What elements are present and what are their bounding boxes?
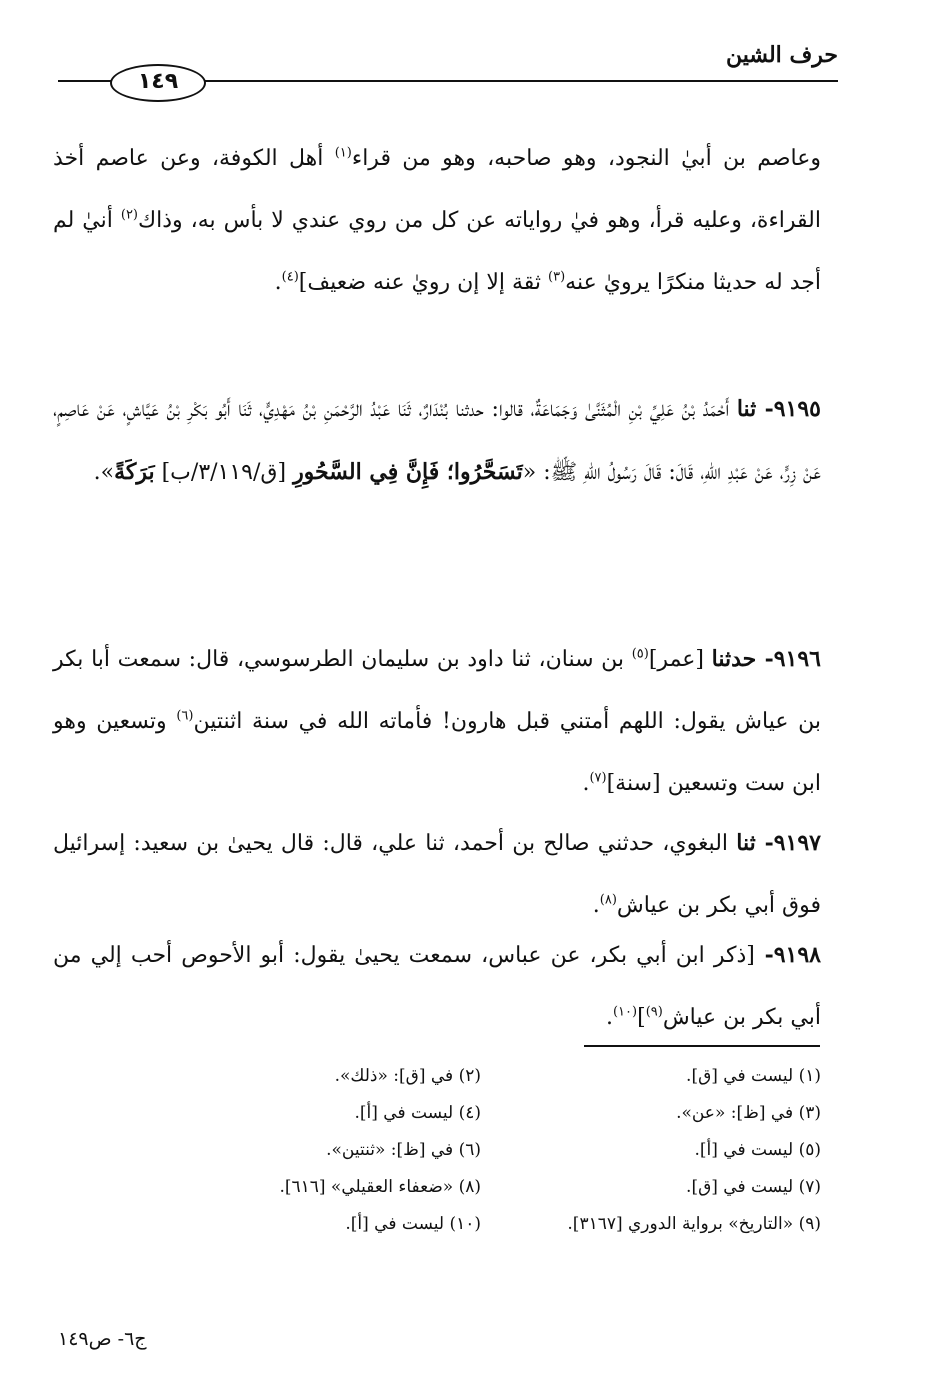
footnote-5: (٥) ليست في [أ].	[694, 1140, 821, 1160]
hadith-text: تَسَحَّرُوا؛ فَإِنَّ فِي السَّحُورِ	[293, 459, 523, 485]
footnote-ref: (١٠)	[612, 1004, 638, 1020]
footnote-9: (٩) «التاريخ» برواية الدوري [٣١٦٧].	[567, 1214, 821, 1234]
footnote-ref: (٥)	[631, 646, 649, 662]
hadith-9195	[53, 378, 821, 504]
text: وعاصم بن أبيٰ النجود، وهو صاحبه، وهو من قراء	[351, 146, 821, 171]
hadith-number: ٩١٩٧-	[755, 830, 821, 856]
text: وتسعين وهو ابن ست وتسعين [سنة]	[53, 709, 821, 796]
footnote-4: (٤) ليست في [أ].	[354, 1103, 481, 1123]
chapter-title: حرف الشين	[725, 42, 838, 68]
hadith-9196	[53, 628, 821, 815]
text: .	[274, 270, 282, 295]
hadith-text: بَرَكَةً	[114, 459, 155, 485]
text: [عمر]	[648, 647, 712, 672]
footnote-3: (٣) في [ظ]: «عن».	[676, 1103, 821, 1123]
text: ]	[637, 1005, 646, 1030]
text: ».	[93, 460, 115, 485]
text: أنيٰ لم أجد له حديثا منكرًا يرويٰ عنه	[53, 208, 821, 295]
text: [ذكر ابن أبي بكر، عن عباس، سمعت يحيىٰ يقول: أبو الأحوص أحب إلي من أبي بكر بن عياش	[53, 943, 821, 1030]
footnotes	[181, 1058, 821, 1243]
hadith-number: ٩١٩٨-	[754, 942, 821, 968]
footnote-10: (١٠) ليست في [أ].	[345, 1214, 481, 1234]
page-number-badge: ١٤٩	[110, 64, 206, 102]
hadith-number: ٩١٩٦-	[756, 646, 821, 672]
narration-keyword: ثنا	[736, 830, 756, 856]
footnote-ref: (٦)	[176, 708, 194, 724]
text: البغوي، حدثني صالح بن أحمد، ثنا علي، قال: قال يحيىٰ بن سعيد: إسرائيل فوق أبي بكر بن عياش	[53, 831, 821, 918]
manuscript-ref: [ق/٣/١١٩/ب]	[154, 460, 294, 485]
text: ثقة إلا إن رويٰ عنه ضعيف]	[298, 270, 549, 295]
hadith-9198	[53, 924, 821, 1049]
text: أهل الكوفة، وعن عاصم أخذ القراءة، وعليه قرأ، وهو فيٰ رواياته عن كل من روي عندي لا بأس به، وذاك	[53, 146, 821, 233]
footnote-6: (٦) في [ظ]: «ثنتين».	[326, 1140, 481, 1160]
footnote-ref: (٩)	[645, 1004, 663, 1020]
text: أَحْمَدُ بْنُ عَلِيِّ بْنِ الْمُثَنَّىٰ وَجَمَاعَةٌ، قالوا: حدثنا بُنْدَارٌ، ثَنَا عَبْدُ الرَّحْمَنِ بْنُ مَهْدِيٍّ، ثَنَا أَبُو بَكْرِ بْنُ عَيَّاشٍ، عَنْ عَاصِمٍ، عَنْ زِرٍّ، عَنْ عَبْدِ اللهِ، قَالَ: قَالَ رَسُولُ اللهِ ﷺ: «	[53, 397, 821, 485]
volume-page-ref: ج٦- ص١٤٩	[58, 1328, 147, 1350]
text: بن سنان، ثنا داود بن سليمان الطرسوسي، قال: سمعت أبا بكر بن عياش يقول: اللهم أمتني قبل هارون! فأماته الله في سنة اثنتين	[53, 647, 822, 734]
footnote-ref: (٢)	[120, 207, 138, 223]
footnote-1: (١) ليست في [ق].	[686, 1066, 821, 1086]
footnote-ref: (٣)	[548, 269, 566, 285]
paragraph-continuation	[53, 128, 821, 314]
footnote-8: (٨) «ضعفاء العقيلي» [٦١٦].	[279, 1177, 481, 1197]
footnote-ref: (١)	[334, 145, 352, 161]
footnote-7: (٧) ليست في [ق].	[686, 1177, 821, 1197]
footnote-ref: (٨)	[599, 892, 617, 908]
footnote-ref: (٤)	[281, 269, 299, 285]
narration-keyword: ثنا	[736, 396, 757, 422]
text: .	[592, 893, 600, 918]
footnote-ref: (٧)	[589, 770, 607, 786]
text: .	[582, 771, 590, 796]
narration-keyword: حدثنا	[711, 646, 757, 672]
text: .	[605, 1005, 613, 1030]
hadith-9197	[53, 812, 821, 937]
hadith-number: ٩١٩٥-	[756, 396, 821, 422]
footnote-separator	[584, 1045, 820, 1047]
footnote-2: (٢) في [ق]: «ذلك».	[334, 1066, 481, 1086]
